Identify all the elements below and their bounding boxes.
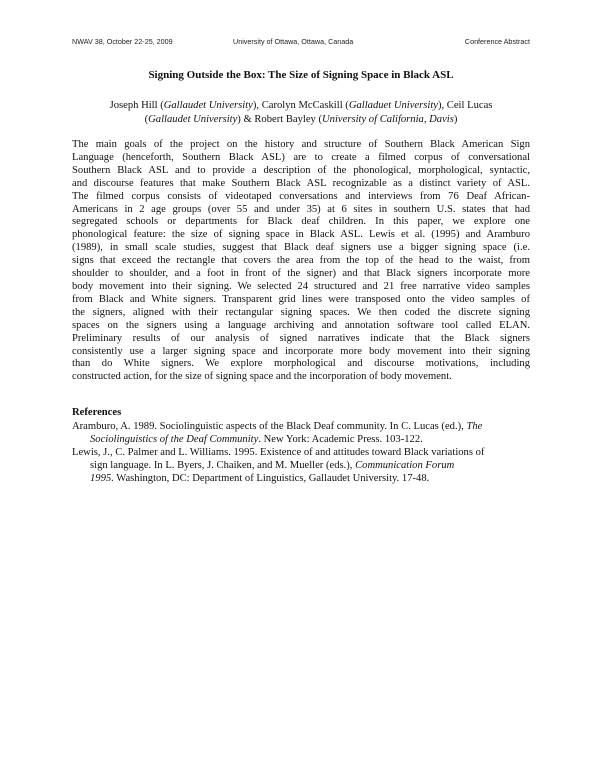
abstract-line: phonological feature: the size of signing space in Black ASL. Lewis et al. (1995) and Aramburo [72,229,530,241]
abstract-line: signs that exceed the rectangle that covers the area from the top of the head to the waist, from [72,255,530,267]
abstract-line: shoulder to shoulder, and a foot in front of the signer) and that Black signers incorporate more [72,268,530,280]
abstract-body [72,139,530,384]
abstract-line: (1989), in small scale studies, suggest that Black deaf signers use a bigger signing space (i.e. [72,242,530,254]
author-line-1: Joseph Hill (Gallaudet University), Carolyn McCaskill (Galladuet University), Ceil Lucas [109,100,493,111]
running-header [72,37,530,49]
abstract-line: than do White signers. We explore morphological and discourse motivations, including [72,358,530,370]
references-heading: References [72,407,122,418]
author-line-2: (Gallaudet University) & Robert Bayley (University of California, Davis) [144,114,458,125]
abstract-line: segregated schools or departments for Black deaf children. In this paper, we explore one [72,216,530,228]
abstract-line: and discourse features that make Southern Black ASL recognizable as a distinct variety of ASL. [72,177,530,189]
abstract-line: The main goals of the project on the history and structure of Southern Black American Sign [72,139,530,150]
header-type: Conference Abstract [464,37,530,46]
abstract-line: Preliminary results of our analysis of signed narratives indicate that the Black signers [72,332,530,344]
abstract-line: the signers, aligned with their rectangular signing spaces. We then coded the discrete signing [72,306,530,318]
abstract-line: consistently use a larger signing space and incorporate more body movement into their signing [72,345,530,357]
abstract-line: constructed action, for the size of signing space and the incorporation of body movement. [72,371,452,383]
abstract-line: Southern Black ASL and to provide a description of the phonological, morphological, syntactic, [72,164,530,176]
abstract-line: body movement into their signing. We selected 24 structured and 21 free narrative video samples [72,280,530,292]
abstract-line: from Black and White signers. Transparent grid lines were transposed onto the video samples of [72,293,530,305]
abstract-line: Language (henceforth, Southern Black ASL) are to create a filmed corpus of conversational [72,151,530,163]
header-venue: University of Ottawa, Ottawa, Canada [233,37,354,46]
reference-list [72,421,530,486]
reference-entry: Lewis, J., C. Palmer and L. Williams. 1995. Existence of and attitudes toward Black variations of sign language. In L. Byers, J. Chaiken, and M. Mueller (eds.), Communication Forum 1995. Washington, DC: Department of Linguistics, Gallaudet University. 17-48. [72,446,485,484]
abstract-line: The filmed corpus consists of videotaped conversations and interviews from 76 Deaf African- [72,190,530,202]
paper-title: Signing Outside the Box: The Size of Signing Space in Black ASL [148,69,454,81]
reference-entry: Aramburo, A. 1989. Sociolinguistic aspects of the Black Deaf community. In C. Lucas (ed.), The Sociolinguistics of the Deaf Community. New York: Academic Press. 103-122. [72,421,483,445]
author-list [72,99,530,127]
header-conference: NWAV 38, October 22-25, 2009 [72,37,173,46]
abstract-line: spaces on the signers using a language archiving and annotation software tool called ELAN. [72,319,530,331]
abstract-line: Americans in 2 age groups (over 55 and under 35) at 6 sites in southern U.S. states that had [72,203,530,215]
